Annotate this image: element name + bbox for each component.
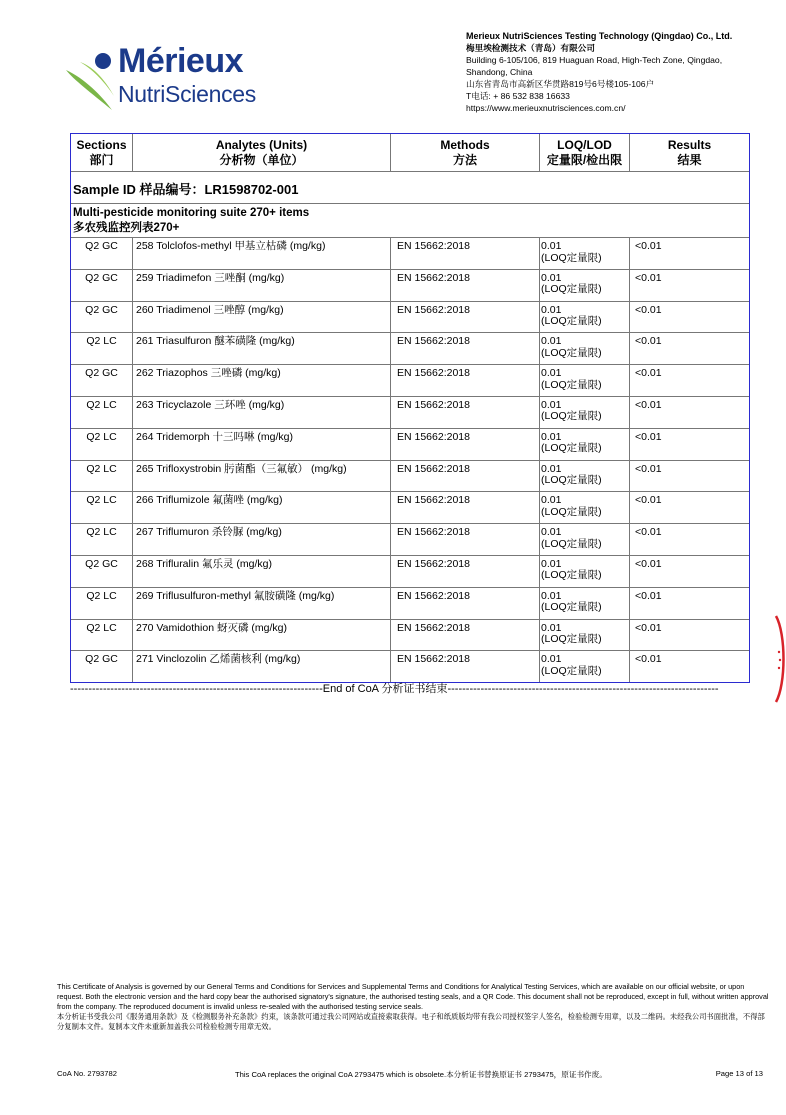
coa-number: CoA No. 2793782 [57, 1069, 117, 1078]
row-section: Q2 LC [71, 397, 133, 428]
row-analyte: 264 Tridemorph 十三吗啉 (mg/kg) [133, 429, 391, 460]
row-loq [540, 524, 630, 555]
row-method: EN 15662:2018 [391, 492, 540, 523]
company-address-cn: 山东省青岛市高新区华贯路819号6号楼105-106户 [466, 79, 655, 89]
row-loq [540, 492, 630, 523]
row-analyte: 263 Tricyclazole 三环唑 (mg/kg) [133, 397, 391, 428]
loq-note: (LOQ定量限) [541, 442, 602, 455]
brand-name-line2: NutriSciences [118, 81, 256, 107]
loq-value: 0.01 [541, 526, 562, 539]
loq-note: (LOQ定量限) [541, 537, 602, 550]
loq-note: (LOQ定量限) [541, 633, 602, 646]
loq-note: (LOQ定量限) [541, 283, 602, 296]
loq-note: (LOQ定量限) [541, 569, 602, 582]
row-section: Q2 LC [71, 524, 133, 555]
row-loq [540, 556, 630, 587]
results-table [70, 133, 750, 683]
row-section: Q2 GC [71, 302, 133, 333]
row-section: Q2 LC [71, 333, 133, 364]
row-section: Q2 GC [71, 365, 133, 396]
row-loq [540, 270, 630, 301]
brand-name-line1: Mérieux [118, 42, 243, 80]
row-method: EN 15662:2018 [391, 588, 540, 619]
table-row [71, 651, 749, 682]
table-row [71, 492, 749, 524]
loq-note: (LOQ定量限) [541, 601, 602, 614]
loq-note: (LOQ定量限) [541, 505, 602, 518]
row-result: <0.01 [635, 557, 662, 570]
row-analyte: 265 Trifloxystrobin 肟菌酯（三氟敏） (mg/kg) [133, 461, 391, 492]
loq-value: 0.01 [541, 335, 562, 348]
row-loq [540, 651, 630, 682]
table-row [71, 620, 749, 652]
loq-value: 0.01 [541, 494, 562, 507]
terms-notice [57, 982, 769, 1032]
row-result: <0.01 [635, 367, 662, 380]
row-result: <0.01 [635, 240, 662, 252]
loq-value: 0.01 [541, 367, 562, 380]
company-phone: T电话: + 86 532 838 16633 [466, 91, 570, 101]
page-number: Page 13 of 13 [715, 1069, 763, 1078]
row-loq [540, 365, 630, 396]
company-address-en-1: Building 6-105/106, 819 Huaguan Road, High-Tech Zone, Qingdao, [466, 55, 723, 65]
row-loq [540, 620, 630, 651]
row-analyte: 259 Triadimefon 三唑酮 (mg/kg) [133, 270, 391, 301]
row-section: Q2 GC [71, 556, 133, 587]
table-row [71, 429, 749, 461]
row-analyte: 262 Triazophos 三唑磷 (mg/kg) [133, 365, 391, 396]
row-method: EN 15662:2018 [391, 238, 540, 269]
loq-value: 0.01 [541, 240, 562, 252]
row-section: Q2 LC [71, 429, 133, 460]
row-loq [540, 461, 630, 492]
row-result: <0.01 [635, 526, 662, 539]
terms-en: This Certificate of Analysis is governed by our General Terms and Conditions for Services and Supplemental Terms and Conditions for Analytical Testing Services, which are available on our official website, or upon request. Both the electronic version and the hard copy bear the authorised signatory's signature, the authorised testing seals, and a QR Code. This document shall not be reproduced, except in full, without written approval from the company. The reproduced document is invalid unless re-sealed with the authorised testing service seals. [57, 982, 769, 1011]
loq-value: 0.01 [541, 557, 562, 570]
loq-note: (LOQ定量限) [541, 315, 602, 328]
company-website[interactable]: https://www.merieuxnutrisciences.com.cn/ [466, 103, 626, 113]
row-loq [540, 397, 630, 428]
row-result: <0.01 [635, 494, 662, 507]
company-name-cn: 梅里埃检测技术（青岛）有限公司 [466, 43, 595, 53]
header-analytes: Analytes (Units) 分析物（单位） [133, 134, 391, 171]
loq-note: (LOQ定量限) [541, 378, 602, 391]
header-loq: LOQ/LOD 定量限/检出限 [540, 134, 630, 171]
header-results: Results 结果 [667, 138, 712, 167]
table-row [71, 333, 749, 365]
end-of-coa [70, 680, 760, 696]
header-sections: Sections 部门 [71, 134, 133, 171]
loq-value: 0.01 [541, 653, 562, 666]
table-row [71, 302, 749, 334]
row-method: EN 15662:2018 [391, 429, 540, 460]
loq-note: (LOQ定量限) [541, 474, 602, 487]
row-method: EN 15662:2018 [391, 365, 540, 396]
loq-note: (LOQ定量限) [541, 346, 602, 359]
row-analyte: 258 Tolclofos-methyl 甲基立枯磷 (mg/kg) [133, 238, 391, 269]
table-row [71, 397, 749, 429]
leaf-logo-icon [62, 40, 122, 120]
loq-value: 0.01 [541, 303, 562, 316]
header-methods: Methods 方法 [391, 134, 540, 171]
row-loq [540, 238, 630, 269]
dash-right: -------------------------------------------------------------------------- [447, 683, 719, 695]
seal-stamp-fragment [770, 614, 786, 704]
row-section: Q2 LC [71, 461, 133, 492]
table-header [71, 134, 749, 172]
row-method: EN 15662:2018 [391, 524, 540, 555]
row-method: EN 15662:2018 [391, 302, 540, 333]
row-method: EN 15662:2018 [391, 461, 540, 492]
row-result: <0.01 [635, 271, 662, 284]
row-method: EN 15662:2018 [391, 556, 540, 587]
row-result: <0.01 [635, 653, 662, 666]
row-section: Q2 GC [71, 651, 133, 682]
row-section: Q2 GC [71, 238, 133, 269]
loq-value: 0.01 [541, 271, 562, 284]
replaces-notice: This CoA replaces the original CoA 2793475 which is obsolete.本分析证书替换原证书 2793475，原证书作废。 [235, 1070, 607, 1079]
row-method: EN 15662:2018 [391, 270, 540, 301]
row-analyte: 270 Vamidothion 蚜灭磷 (mg/kg) [133, 620, 391, 651]
table-body [71, 238, 749, 682]
loq-value: 0.01 [541, 398, 562, 411]
table-row [71, 461, 749, 493]
sample-id: Sample ID 样品编号：LR1598702-001 [71, 172, 749, 204]
company-address-en-2: Shandong, China [466, 67, 533, 77]
row-result: <0.01 [635, 303, 662, 316]
row-loq [540, 302, 630, 333]
suite-title-en: Multi-pesticide monitoring suite 270+ items [73, 207, 310, 219]
suite-title-cn: 多农残监控列表270+ [73, 222, 180, 234]
table-row [71, 588, 749, 620]
row-analyte: 268 Trifluralin 氟乐灵 (mg/kg) [133, 556, 391, 587]
company-name-en: Merieux NutriSciences Testing Technology (Qingdao) Co., Ltd. [466, 31, 733, 41]
loq-value: 0.01 [541, 430, 562, 443]
loq-note: (LOQ定量限) [541, 410, 602, 423]
table-row [71, 270, 749, 302]
table-row [71, 524, 749, 556]
row-section: Q2 LC [71, 588, 133, 619]
end-text: End of CoA 分析证书结束 [322, 683, 448, 695]
loq-note: (LOQ定量限) [541, 251, 602, 264]
suite-title [71, 204, 749, 238]
row-result: <0.01 [635, 398, 662, 411]
table-row [71, 238, 749, 270]
row-analyte: 260 Triadimenol 三唑醇 (mg/kg) [133, 302, 391, 333]
loq-note: (LOQ定量限) [541, 664, 602, 677]
row-analyte: 271 Vinclozolin 乙烯菌核利 (mg/kg) [133, 651, 391, 682]
loq-value: 0.01 [541, 462, 562, 475]
table-row [71, 365, 749, 397]
row-result: <0.01 [635, 462, 662, 475]
row-result: <0.01 [635, 430, 662, 443]
row-loq [540, 429, 630, 460]
loq-value: 0.01 [541, 621, 562, 634]
row-analyte: 266 Triflumizole 氟菌唑 (mg/kg) [133, 492, 391, 523]
row-result: <0.01 [635, 335, 662, 348]
row-method: EN 15662:2018 [391, 397, 540, 428]
row-analyte: 267 Triflumuron 杀铃脲 (mg/kg) [133, 524, 391, 555]
row-result: <0.01 [635, 621, 662, 634]
row-method: EN 15662:2018 [391, 620, 540, 651]
row-method: EN 15662:2018 [391, 333, 540, 364]
row-loq [540, 333, 630, 364]
company-info [466, 30, 776, 114]
row-method: EN 15662:2018 [391, 651, 540, 682]
row-analyte: 261 Triasulfuron 醚苯磺隆 (mg/kg) [133, 333, 391, 364]
row-result: <0.01 [635, 589, 662, 602]
row-section: Q2 LC [71, 620, 133, 651]
terms-cn: 本分析证书受我公司《服务通用条款》及《检测服务补充条款》约束，该条款可通过我公司网站或直接索取获得。电子和纸质版均带有我公司授权签字人签名，检验检测专用章，以及二维码。未经我公司书面批准，不得部分复制本文件。复制本文件未重新加盖我公司检验检测专用章无效。 [57, 1012, 765, 1031]
loq-value: 0.01 [541, 589, 562, 602]
row-section: Q2 LC [71, 492, 133, 523]
row-analyte: 269 Triflusulfuron-methyl 氟胺磺隆 (mg/kg) [133, 588, 391, 619]
merieux-logo [62, 40, 272, 120]
row-loq [540, 588, 630, 619]
table-row [71, 556, 749, 588]
row-section: Q2 GC [71, 270, 133, 301]
dash-left: --------------------------------------------------------------------- [70, 683, 323, 695]
